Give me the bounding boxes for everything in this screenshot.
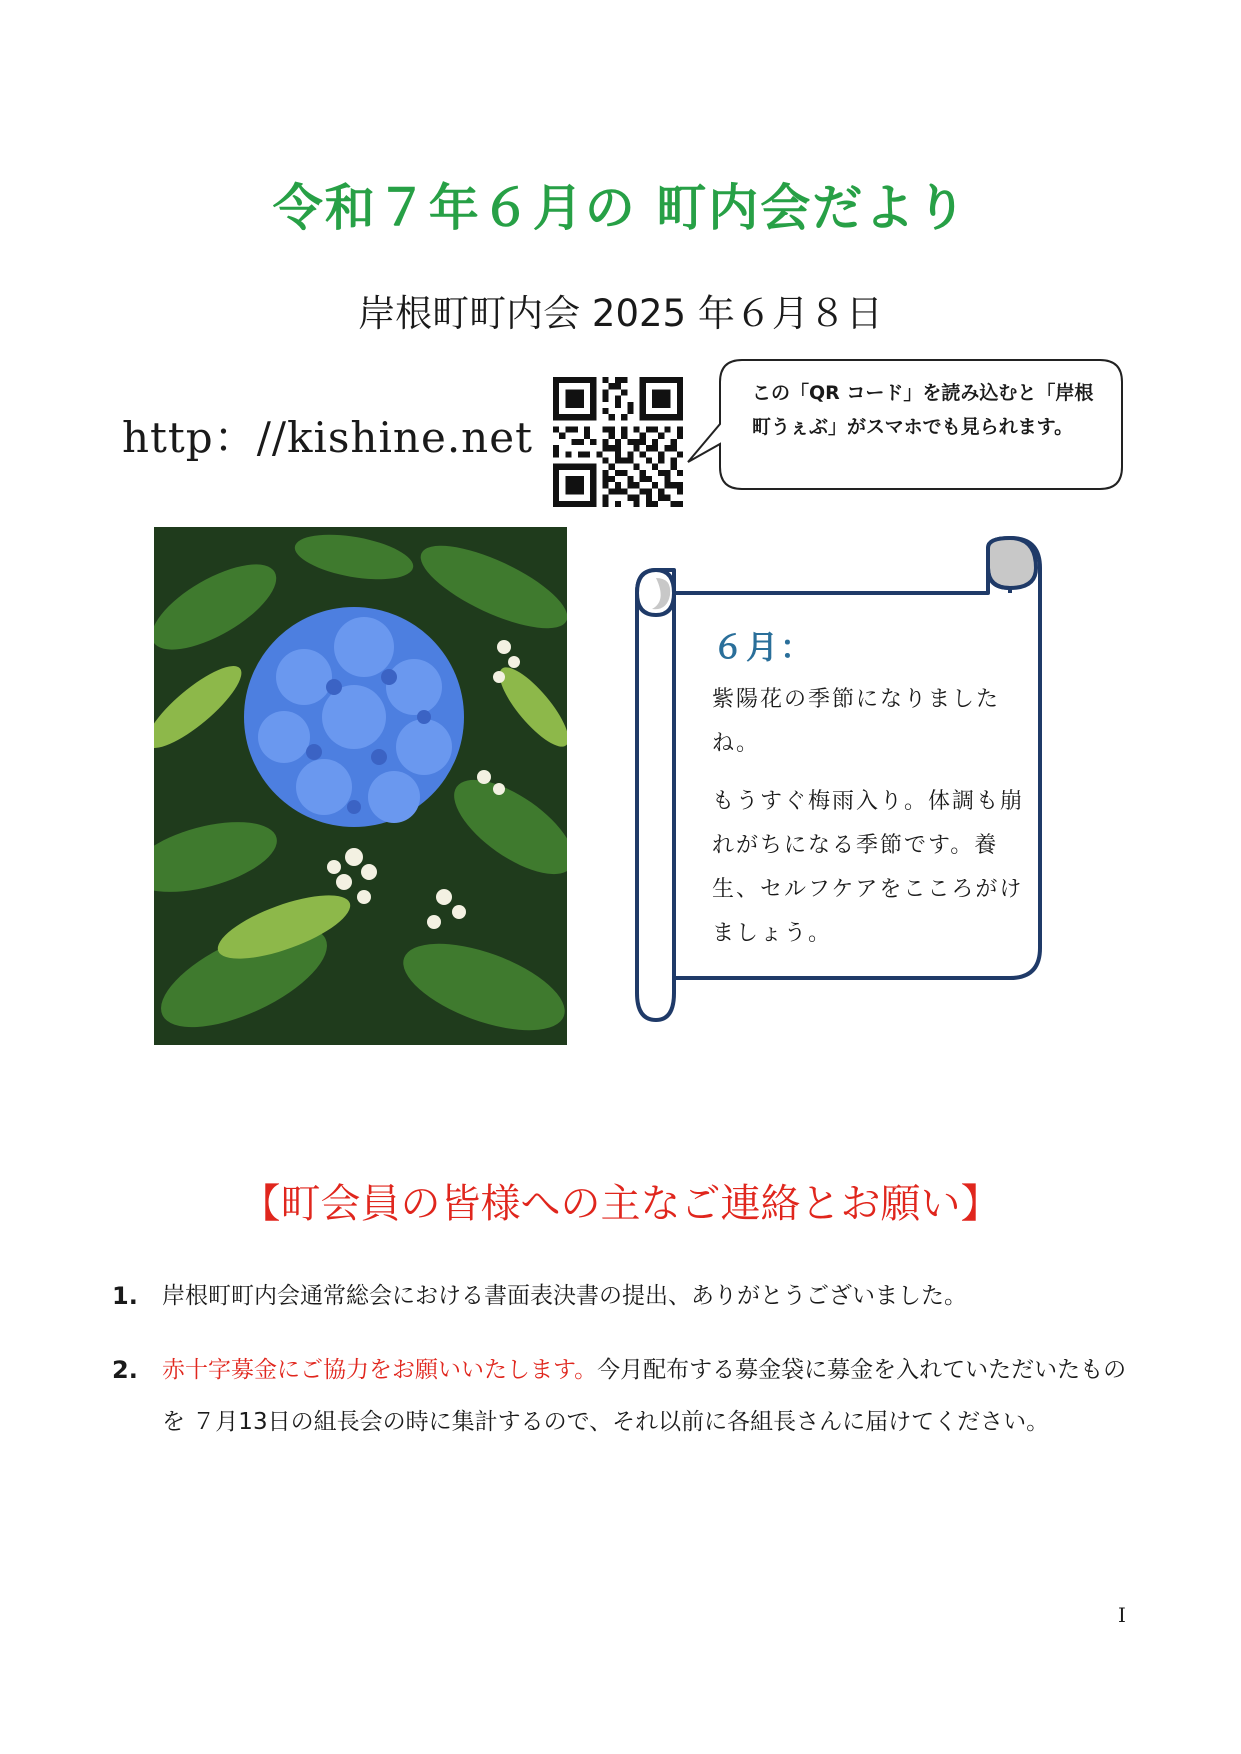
website-url[interactable]: http：//kishine.net [122, 413, 533, 462]
list-item [112, 1270, 1132, 1322]
item-body: 岸根町町内会通常総会における書面表決書の提出、ありがとうございました。 [162, 1283, 967, 1309]
list-item [112, 1344, 1132, 1448]
scroll-body [712, 678, 1032, 970]
hydrangea-photo [154, 527, 567, 1045]
notice-list [112, 1270, 1132, 1470]
item-number: 1. [112, 1282, 138, 1310]
qr-code-icon [553, 377, 683, 507]
page-title: 令和７年６月の 町内会だより [272, 179, 969, 237]
notice-heading: 【町会員の皆様への主なご連絡とお願い】 [240, 1181, 1001, 1227]
scroll-heading: ６月： [712, 628, 815, 666]
item-body: 今月配布する募金袋に募金を入れていただいたものを ７月13日の組長会の時に集計するので、それ以前に各組長さんに届けてください。 [162, 1357, 1127, 1435]
association-date: 岸根町町内会 2025 年６月８日 [358, 292, 883, 335]
page-number: I [1118, 1603, 1126, 1627]
item-highlight: 赤十字募金にご協力をお願いいたします。 [162, 1357, 598, 1383]
item-number: 2. [112, 1356, 138, 1384]
item-text [162, 1270, 1132, 1322]
qr-bubble-text: この「QR コード」を読み込むと「岸根町うぇぶ」がスマホでも見られます。 [752, 382, 1094, 438]
scroll-paragraph: 紫陽花の季節になりましたね。 [712, 687, 1001, 756]
item-text [162, 1344, 1132, 1448]
scroll-paragraph: もうすぐ梅雨入り。体調も崩れがちになる季節です。養生、セルフケアをこころがけましょう。 [712, 789, 1025, 946]
